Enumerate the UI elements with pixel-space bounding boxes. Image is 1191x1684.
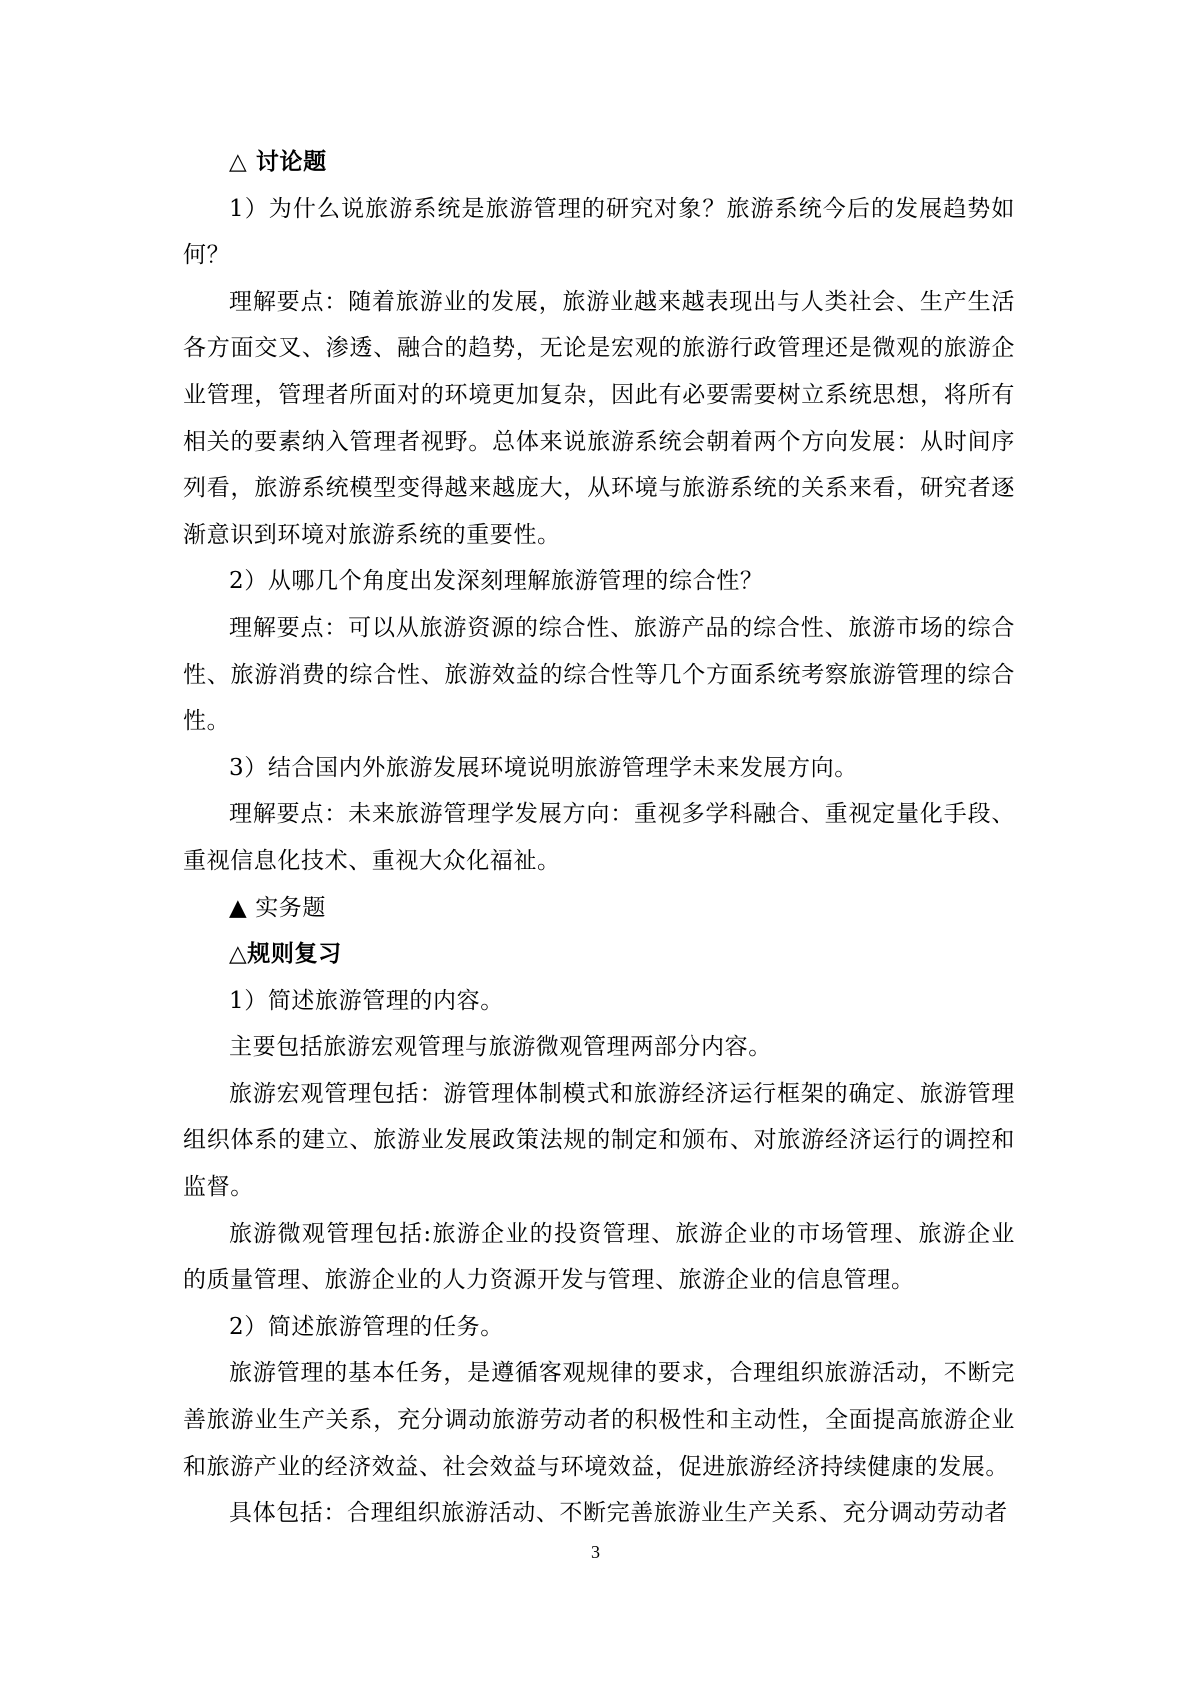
question-2: 2）从哪几个角度出发深刻理解旅游管理的综合性？ <box>229 568 764 595</box>
section-heading-practice: ▲ 实务题 <box>229 894 326 921</box>
review-question-2: 2）简述旅游管理的任务。 <box>229 1313 504 1340</box>
answer-3: 理解要点：未来旅游管理学发展方向：重视多学科融合、重视定量化手段、重视信息化技术、重视大众化福祉。 <box>183 801 1015 874</box>
review-answer-2: 旅游管理的基本任务，是遵循客观规律的要求，合理组织旅游活动，不断完善旅游业生产关系，充分调动旅游劳动者的积极性和主动性，全面提高旅游企业和旅游产业的经济效益、社会效益与环境效益，促进旅游经济持续健康的发展。 <box>183 1360 1015 1480</box>
answer-1: 理解要点：随着旅游业的发展，旅游业越来越表现出与人类社会、生产生活各方面交叉、渗透、融合的趋势，无论是宏观的旅游行政管理还是微观的旅游企业管理，管理者所面对的环境更加复杂，因此有必要需要树立系统思想，将所有相关的要素纳入管理者视野。总体来说旅游系统会朝着两个方向发展：从时间序列看，旅游系统模型变得越来越庞大，从环境与旅游系统的关系来看，研究者逐渐意识到环境对旅游系统的重要性。 <box>183 288 1015 548</box>
review-answer-1-macro: 旅游宏观管理包括：游管理体制模式和旅游经济运行框架的确定、旅游管理组织体系的建立、旅游业发展政策法规的制定和颁布、对旅游经济运行的调控和监督。 <box>183 1080 1015 1201</box>
review-answer-2-details: 具体包括：合理组织旅游活动、不断完善旅游业生产关系、充分调动劳动者 <box>229 1500 1008 1527</box>
review-answer-1-intro: 主要包括旅游宏观管理与旅游微观管理两部分内容。 <box>229 1034 772 1061</box>
answer-2: 理解要点：可以从旅游资源的综合性、旅游产品的综合性、旅游市场的综合性、旅游消费的综合性、旅游效益的综合性等几个方面系统考察旅游管理的综合性。 <box>183 614 1015 735</box>
review-answer-1-micro: 旅游微观管理包括:旅游企业的投资管理、旅游企业的市场管理、旅游企业的质量管理、旅游企业的人力资源开发与管理、旅游企业的信息管理。 <box>183 1220 1015 1294</box>
section-heading-review: △规则复习 <box>229 940 342 968</box>
document-body <box>183 139 1015 1537</box>
page-number: 3 <box>591 1542 600 1562</box>
question-3: 3）结合国内外旅游发展环境说明旅游管理学未来发展方向。 <box>229 754 858 781</box>
review-question-1: 1）简述旅游管理的内容。 <box>229 987 504 1014</box>
section-heading-discussion: △ 讨论题 <box>229 148 327 175</box>
question-1: 1）为什么说旅游系统是旅游管理的研究对象？旅游系统今后的发展趋势如何？ <box>183 195 1015 269</box>
